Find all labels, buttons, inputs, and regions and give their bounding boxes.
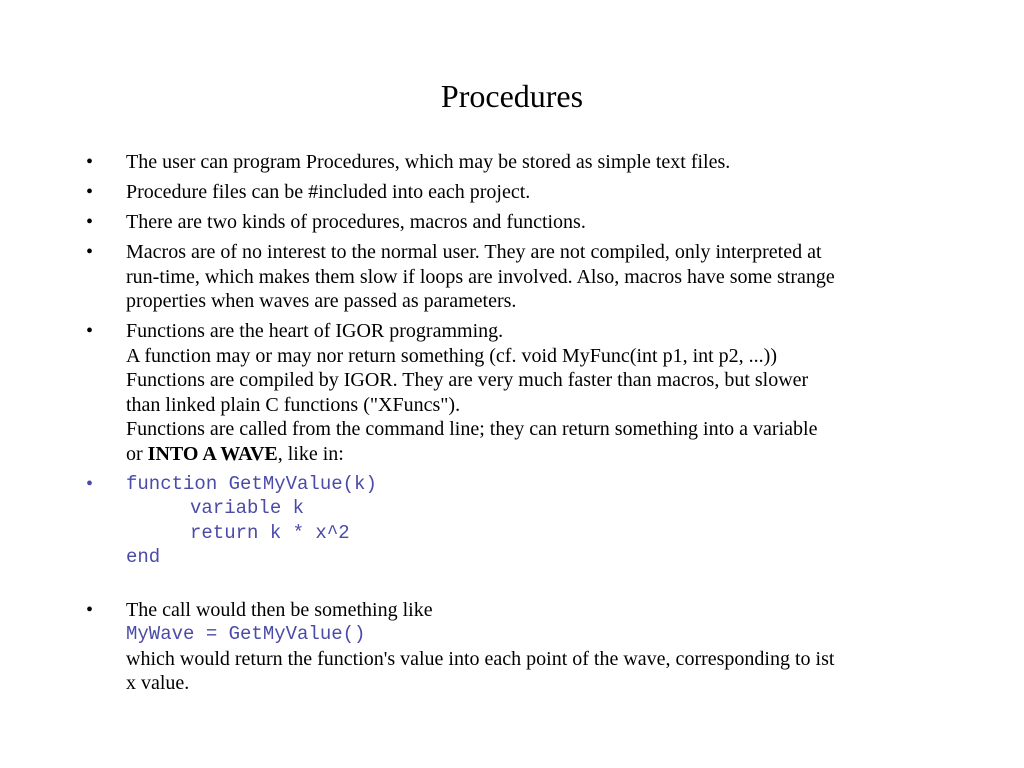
bullet-icon: • bbox=[86, 241, 94, 263]
text-suffix: , like in: bbox=[277, 442, 344, 465]
bullet-text-line: Functions are compiled by IGOR. They are very much faster than macros, but slower bbox=[126, 369, 809, 391]
code-line: function GetMyValue(k) bbox=[126, 472, 377, 495]
bullet-icon: • bbox=[86, 151, 94, 173]
bullet-text-line bbox=[126, 442, 946, 467]
bullet-text-line: Macros are of no interest to the normal user. They are not compiled, only interpreted at bbox=[126, 241, 822, 263]
text-prefix: or bbox=[126, 442, 148, 465]
bullet-item bbox=[86, 150, 946, 175]
bullet-text: Procedure files can be #included into each project. bbox=[126, 181, 531, 203]
bullet-icon: • bbox=[86, 598, 94, 621]
code-line: MyWave = GetMyValue() bbox=[126, 623, 366, 645]
bullet-item bbox=[86, 598, 946, 696]
bullet-text-line: run-time, which makes them slow if loops are involved. Also, macros have some strange bbox=[126, 265, 835, 288]
bullet-text-line: Functions are the heart of IGOR programming. bbox=[126, 320, 504, 342]
bullet-text-line: The call would then be something like bbox=[126, 598, 433, 621]
bullet-item bbox=[86, 319, 946, 466]
bullet-text-line: than linked plain C functions ("XFuncs"). bbox=[126, 393, 461, 416]
code-bullet-item bbox=[86, 472, 946, 570]
code-line: return k * x^2 bbox=[190, 521, 350, 544]
bullet-text: The user can program Procedures, which may be stored as simple text files. bbox=[126, 151, 731, 173]
bullet-text-line: x value. bbox=[126, 672, 190, 694]
bullet-icon: • bbox=[86, 472, 94, 495]
bullet-text-line: Functions are called from the command line; they can return something into a variable bbox=[126, 418, 818, 440]
bullet-item bbox=[86, 180, 946, 205]
slide-title: Procedures bbox=[440, 78, 584, 114]
bullet-text: There are two kinds of procedures, macros and functions. bbox=[126, 211, 586, 233]
bullet-list bbox=[86, 150, 946, 701]
bullet-icon: • bbox=[86, 181, 94, 203]
bullet-text-line: A function may or may nor return something (cf. void MyFunc(int p1, int p2, ...)) bbox=[126, 344, 778, 367]
bullet-text-line: which would return the function's value into each point of the wave, corresponding to ist bbox=[126, 647, 835, 670]
code-line: end bbox=[126, 546, 161, 568]
bullet-item bbox=[86, 210, 946, 235]
emphasis-text: INTO A WAVE bbox=[147, 442, 278, 465]
bullet-icon: • bbox=[86, 320, 94, 342]
bullet-icon: • bbox=[86, 211, 94, 233]
code-line: variable k bbox=[190, 497, 305, 519]
bullet-item bbox=[86, 240, 946, 314]
bullet-text-line: properties when waves are passed as parameters. bbox=[126, 290, 517, 312]
